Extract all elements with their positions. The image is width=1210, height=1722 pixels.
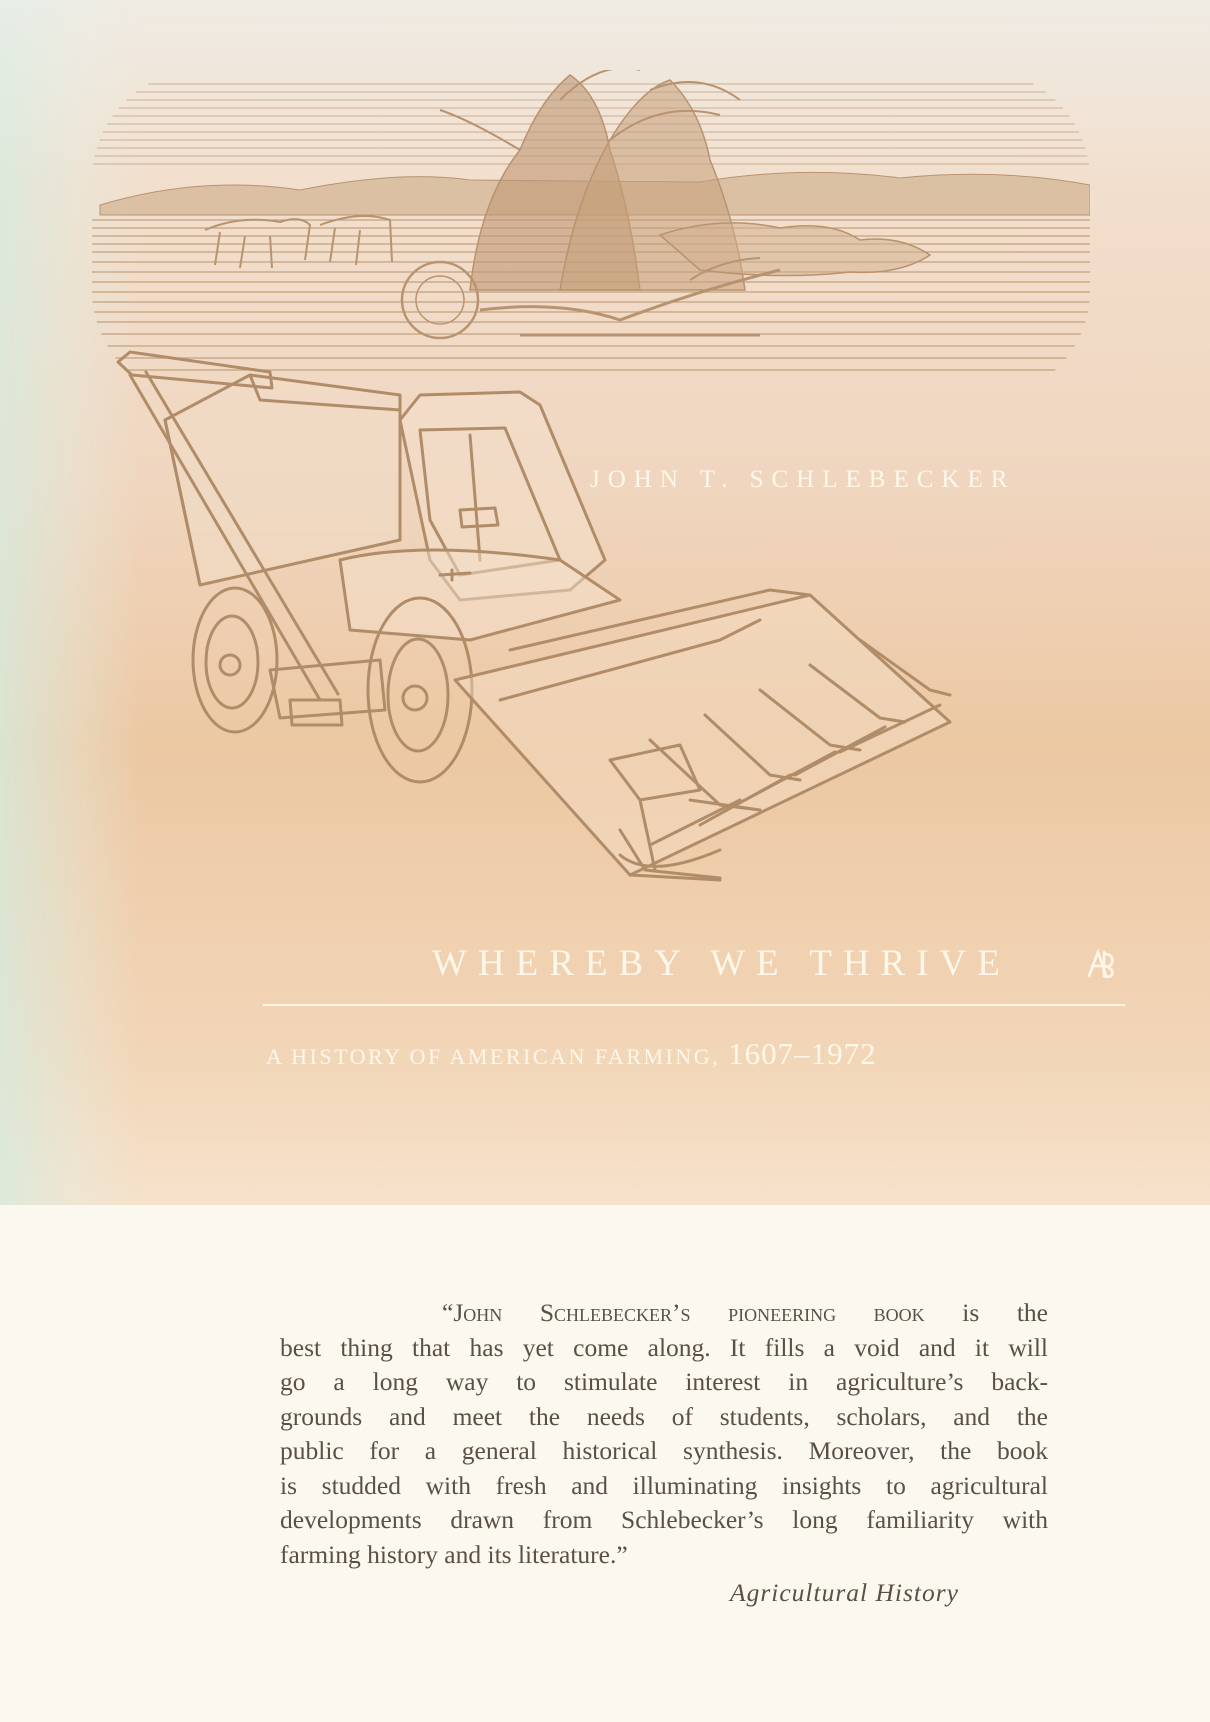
- blurb-line: best thing that has yet come along. It fills a void and it will: [280, 1332, 1048, 1362]
- blurb-line: public for a general historical synthesis. Moreover, the book: [280, 1436, 1048, 1465]
- title-divider: [263, 1004, 1125, 1006]
- landscape-engraving-icon: [92, 68, 1090, 370]
- review-blurb: [280, 1296, 1048, 1572]
- blurb-line: is studded with fresh and illuminating insights to agricultural: [280, 1470, 1048, 1500]
- book-title: WHEREBY WE THRIVE: [432, 943, 1011, 984]
- blurb-line: grounds and meet the needs of students, scholars, and the: [280, 1401, 1048, 1431]
- blurb-line: farming history and its literature.”: [280, 1539, 628, 1569]
- publisher-monogram-icon: [1086, 946, 1116, 980]
- author-name: JOHN T. SCHLEBECKER: [590, 466, 1016, 493]
- subtitle-years: 1607–1972: [728, 1036, 877, 1071]
- book-subtitle: [266, 1036, 877, 1072]
- blurb-line-text: is the: [924, 1298, 1048, 1327]
- blurb-line-text: “John Schlebecker’s pioneering book: [442, 1298, 925, 1327]
- corn-harvester-illustration-icon: [118, 352, 950, 880]
- blurb-line: go a long way to stimulate interest in agriculture’s back-: [280, 1367, 1048, 1396]
- blurb-source: Agricultural History: [730, 1578, 959, 1607]
- blurb-line: [280, 1296, 1048, 1331]
- subtitle-text: A HISTORY OF AMERICAN FARMING,: [266, 1044, 721, 1069]
- blurb-line: developments drawn from Schlebecker’s long familiarity with: [280, 1505, 1048, 1534]
